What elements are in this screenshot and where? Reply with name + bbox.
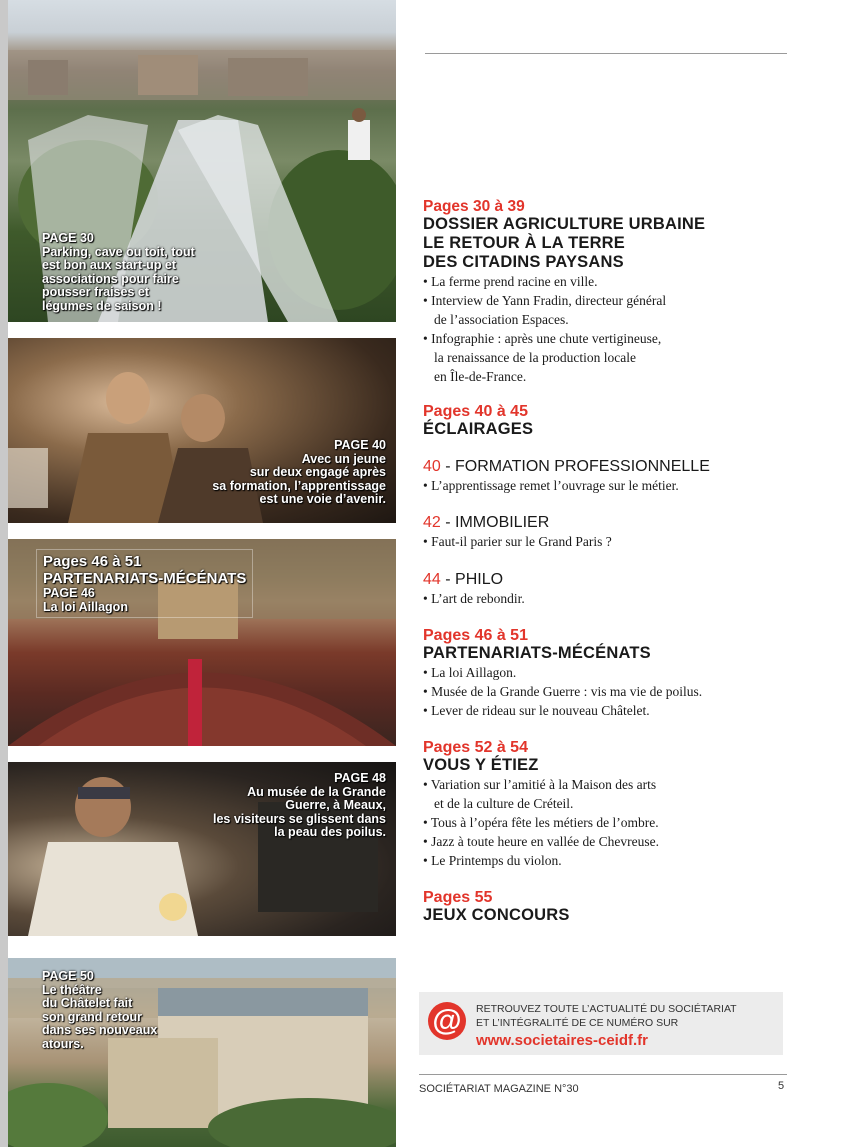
section-pages: Pages 30 à 39 — [423, 198, 525, 215]
subsection-label: - PHILO — [440, 571, 504, 588]
photo-page-ref: PAGE 48 — [334, 771, 386, 785]
caption-line: Avec un jeune — [301, 451, 386, 466]
subsection-title — [423, 457, 793, 476]
section-pages: Pages 52 à 54 — [423, 739, 528, 756]
bullet-item: • Jazz à toute heure en vallée de Chevreuse. — [423, 834, 659, 849]
subsection-title — [423, 513, 793, 532]
photo-pages-ref: Pages 46 à 51 — [43, 553, 142, 570]
website-link[interactable]: www.societaires-ceidf.fr — [476, 1032, 649, 1049]
section-heading-line: VOUS Y ÉTIEZ — [423, 756, 539, 774]
section-pages: Pages 40 à 45 — [423, 403, 528, 420]
section-heading-line: PARTENARIATS-MÉCÉNATS — [423, 644, 651, 662]
promo-line: RETROUVEZ TOUTE L’ACTUALITÉ DU SOCIÉTARIAT — [476, 1003, 737, 1015]
bullet-item: • L’art de rebondir. — [423, 591, 525, 606]
photo-section-title: PARTENARIATS-MÉCÉNATS — [43, 570, 247, 587]
bullet-item: • L’apprentissage remet l’ouvrage sur le métier. — [423, 478, 679, 493]
caption-line: sa formation, l’apprentissage — [212, 478, 386, 493]
caption-line: est bon aux start-up et — [42, 258, 177, 272]
photo-chatelet-theatre — [8, 958, 396, 1147]
bullet-item-continued: la renaissance de la production locale — [434, 350, 637, 365]
footer-divider — [419, 1074, 787, 1075]
photo-war-museum — [8, 762, 396, 936]
subsection-page-number: 44 — [423, 571, 441, 588]
toc-subsection-formation[interactable] — [423, 457, 793, 495]
photo-column — [0, 0, 410, 1147]
photo-page-ref: PAGE 30 — [42, 231, 94, 245]
toc-section-jeux-concours[interactable] — [423, 889, 793, 925]
caption-line: Au musée de la Grande — [247, 784, 386, 799]
photo-national-assembly — [8, 539, 396, 746]
caption-line: Guerre, à Meaux, — [285, 798, 386, 812]
section-heading-line: ÉCLAIRAGES — [423, 420, 534, 438]
bullet-item: • Faut-il parier sur le Grand Paris ? — [423, 534, 612, 549]
photo-caption-page50 — [42, 970, 157, 1051]
caption-line: la peau des poilus. — [274, 825, 386, 839]
promo-text — [476, 1002, 737, 1030]
bullet-item-continued: et de la culture de Créteil. — [434, 796, 574, 811]
subsection-label: - FORMATION PROFESSIONNELLE — [440, 458, 710, 475]
caption-line: son grand retour — [42, 1009, 143, 1024]
bullet-item: • Tous à l’opéra fête les métiers de l’ombre. — [423, 815, 659, 830]
bullet-list — [423, 272, 793, 386]
photo-apprentices — [8, 338, 396, 523]
subsection-label: - IMMOBILIER — [440, 514, 550, 531]
caption-line: légumes de saison ! — [42, 298, 162, 313]
caption-line: pousser fraises et — [42, 285, 149, 299]
toc-subsection-immobilier[interactable] — [423, 513, 793, 551]
subsection-page-number: 40 — [423, 458, 441, 475]
caption-line: du Châtelet fait — [42, 996, 133, 1010]
grey-margin-band — [0, 0, 8, 1147]
caption-line: Parking, cave ou toit, tout — [42, 244, 195, 259]
caption-line: dans ses nouveaux — [42, 1023, 158, 1037]
caption-line: atours. — [42, 1036, 84, 1051]
caption-line: Le théâtre — [42, 982, 102, 997]
photo-rooftop-farm — [8, 0, 396, 322]
caption-line: est une voie d’avenir. — [259, 492, 386, 506]
bullet-item: • La ferme prend racine en ville. — [423, 274, 598, 289]
toc-section-agriculture[interactable] — [423, 198, 793, 386]
photo-caption-page40 — [212, 439, 386, 507]
bullet-item: • Le Printemps du violon. — [423, 853, 562, 868]
toc-section-vous-y-etiez[interactable] — [423, 739, 793, 870]
subsection-title — [423, 570, 793, 589]
bullet-item-continued: de l’association Espaces. — [434, 312, 569, 327]
photo-page-ref: PAGE 50 — [42, 969, 94, 983]
photo-caption-page46 — [36, 549, 253, 618]
photo-caption-page30 — [42, 232, 195, 313]
bullet-item: • La loi Aillagon. — [423, 665, 517, 680]
toc-section-eclairages[interactable] — [423, 403, 793, 439]
caption-line: sur deux engagé après — [249, 465, 386, 479]
section-pages: Pages 55 — [423, 889, 493, 906]
magazine-footer: SOCIÉTARIAT MAGAZINE N°30 — [419, 1083, 579, 1095]
bullet-item-continued: en Île-de-France. — [434, 369, 527, 384]
website-promo-box — [419, 992, 783, 1055]
caption-line: La loi Aillagon — [43, 599, 128, 614]
photo-page-ref: PAGE 40 — [334, 438, 386, 452]
photo-page-ref: PAGE 46 — [43, 586, 95, 600]
page-number: 5 — [778, 1080, 785, 1092]
at-icon: @ — [428, 1002, 466, 1040]
bullet-item: • Infographie : après une chute vertigineuse, — [423, 331, 662, 346]
bullet-item: • Lever de rideau sur le nouveau Châtelet. — [423, 703, 650, 718]
promo-line: ET L’INTÉGRALITÉ DE CE NUMÉRO SUR — [476, 1017, 679, 1029]
bullet-item: • Variation sur l’amitié à la Maison des arts — [423, 777, 657, 792]
subsection-page-number: 42 — [423, 514, 441, 531]
section-heading-line: JEUX CONCOURS — [423, 906, 570, 924]
bullet-item: • Interview de Yann Fradin, directeur général — [423, 293, 667, 308]
bullet-item: • Musée de la Grande Guerre : vis ma vie de poilus. — [423, 684, 703, 699]
top-divider — [425, 53, 787, 54]
section-pages: Pages 46 à 51 — [423, 627, 528, 644]
bullet-list — [423, 663, 793, 720]
caption-line: associations pour faire — [42, 271, 179, 286]
section-heading-line: DES CITADINS PAYSANS — [423, 253, 624, 271]
bullet-list — [423, 775, 793, 870]
section-heading-line: LE RETOUR À LA TERRE — [423, 234, 626, 252]
toc-subsection-philo[interactable] — [423, 570, 793, 608]
toc-section-partenariats[interactable] — [423, 627, 793, 720]
section-heading-line: DOSSIER AGRICULTURE URBAINE — [423, 215, 706, 233]
caption-line: les visiteurs se glissent dans — [213, 811, 386, 826]
photo-caption-page48 — [213, 772, 386, 840]
